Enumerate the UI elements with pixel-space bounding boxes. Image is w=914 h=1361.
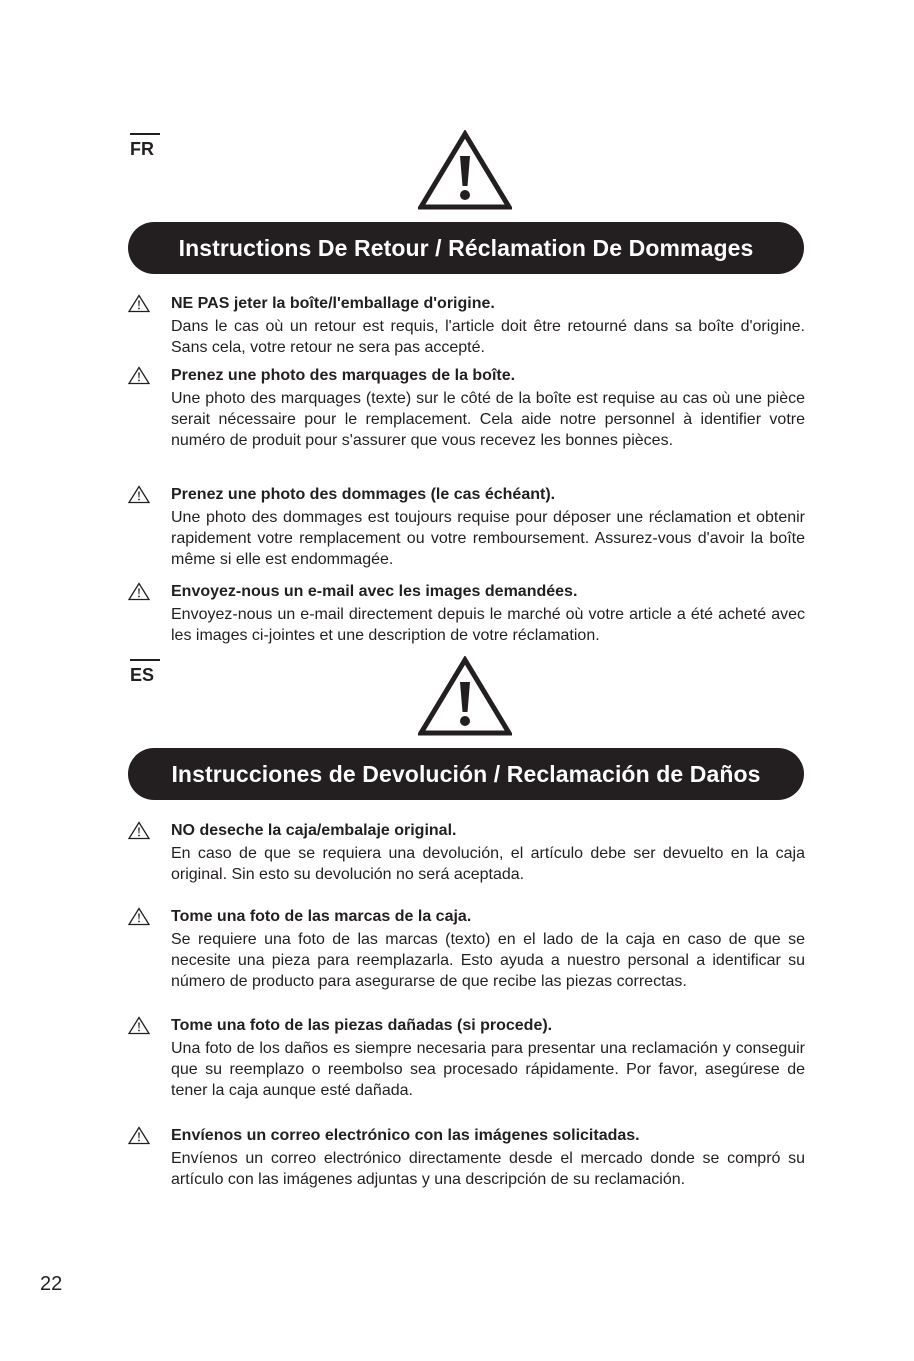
language-label-fr: FR bbox=[130, 133, 160, 159]
instruction-body: Dans le cas où un retour est requis, l'article doit être retourné dans sa boîte d'origine. Sans cela, votre retour ne sera pas accepté. bbox=[171, 318, 805, 356]
instruction-title: Envíenos un correo electrónico con las imágenes solicitadas. bbox=[171, 1127, 640, 1144]
instruction-title: Envoyez-nous un e-mail avec les images demandées. bbox=[171, 583, 578, 600]
instruction-body: Una foto de los daños es siempre necesaria para presentar una reclamación y conseguir que su reemplazo o reembolso sea procesado rápidamente. Por favor, asegúrese de tener la caja aunque esté dañada. bbox=[171, 1040, 805, 1099]
instruction-title: Prenez une photo des marquages de la boîte. bbox=[171, 367, 516, 384]
warning-triangle-icon bbox=[128, 294, 150, 313]
instruction-title: NE PAS jeter la boîte/l'emballage d'origine. bbox=[171, 295, 495, 312]
warning-triangle-icon bbox=[128, 821, 150, 840]
warning-triangle-icon bbox=[128, 1126, 150, 1145]
instruction-body: Envoyez-nous un e-mail directement depuis le marché où votre article a été acheté avec les images ci-jointes et une description de votre réclamation. bbox=[171, 606, 805, 644]
instruction-title: Tome una foto de las marcas de la caja. bbox=[171, 908, 472, 925]
instruction-body: Une photo des dommages est toujours requise pour déposer une réclamation et obtenir rapidement votre remplacement ou votre remboursement. Assurez-vous d'avoir la boîte même si elle est endommagée. bbox=[171, 509, 805, 568]
warning-triangle-icon bbox=[128, 485, 150, 504]
page-number: 22 bbox=[40, 1273, 63, 1295]
instruction-title: NO deseche la caja/embalaje original. bbox=[171, 822, 457, 839]
language-label-es: ES bbox=[130, 659, 160, 685]
instruction-item bbox=[128, 365, 805, 451]
section-heading-fr: Instructions De Retour / Réclamation De Dommages bbox=[128, 222, 804, 274]
instruction-item bbox=[128, 1015, 805, 1101]
instruction-item bbox=[128, 581, 805, 646]
instruction-item bbox=[128, 1125, 805, 1190]
section-heading-es: Instrucciones de Devolución / Reclamación de Daños bbox=[128, 748, 804, 800]
instruction-body: Envíenos un correo electrónico directamente desde el mercado donde se compró su artículo con las imágenes adjuntas y una descripción de su reclamación. bbox=[171, 1150, 805, 1188]
warning-triangle-icon bbox=[128, 582, 150, 601]
warning-triangle-icon bbox=[418, 130, 512, 210]
instruction-title: Prenez une photo des dommages (le cas échéant). bbox=[171, 486, 556, 503]
warning-triangle-icon bbox=[128, 1016, 150, 1035]
instruction-title: Tome una foto de las piezas dañadas (si procede). bbox=[171, 1017, 553, 1034]
instruction-item bbox=[128, 484, 805, 570]
warning-triangle-icon bbox=[128, 366, 150, 385]
instruction-body: En caso de que se requiera una devolución, el artículo debe ser devuelto en la caja original. Sin esto su devolución no será aceptada. bbox=[171, 845, 805, 883]
instruction-item bbox=[128, 820, 805, 885]
instruction-body: Une photo des marquages (texte) sur le côté de la boîte est requise au cas où une pièce serait nécessaire pour le remplacement. Cela aide notre personnel à identifier votre numéro de produit pour s'assurer que vous recevez les bonnes pièces. bbox=[171, 390, 805, 449]
instruction-item bbox=[128, 293, 805, 358]
instruction-item bbox=[128, 906, 805, 992]
warning-triangle-icon bbox=[128, 907, 150, 926]
warning-triangle-icon bbox=[418, 656, 512, 736]
instruction-body: Se requiere una foto de las marcas (texto) en el lado de la caja en caso de que se necesite una pieza para reemplazarla. Esto ayuda a nuestro personal a identificar su número de producto para asegurarse de que recibe las piezas correctas. bbox=[171, 931, 805, 990]
